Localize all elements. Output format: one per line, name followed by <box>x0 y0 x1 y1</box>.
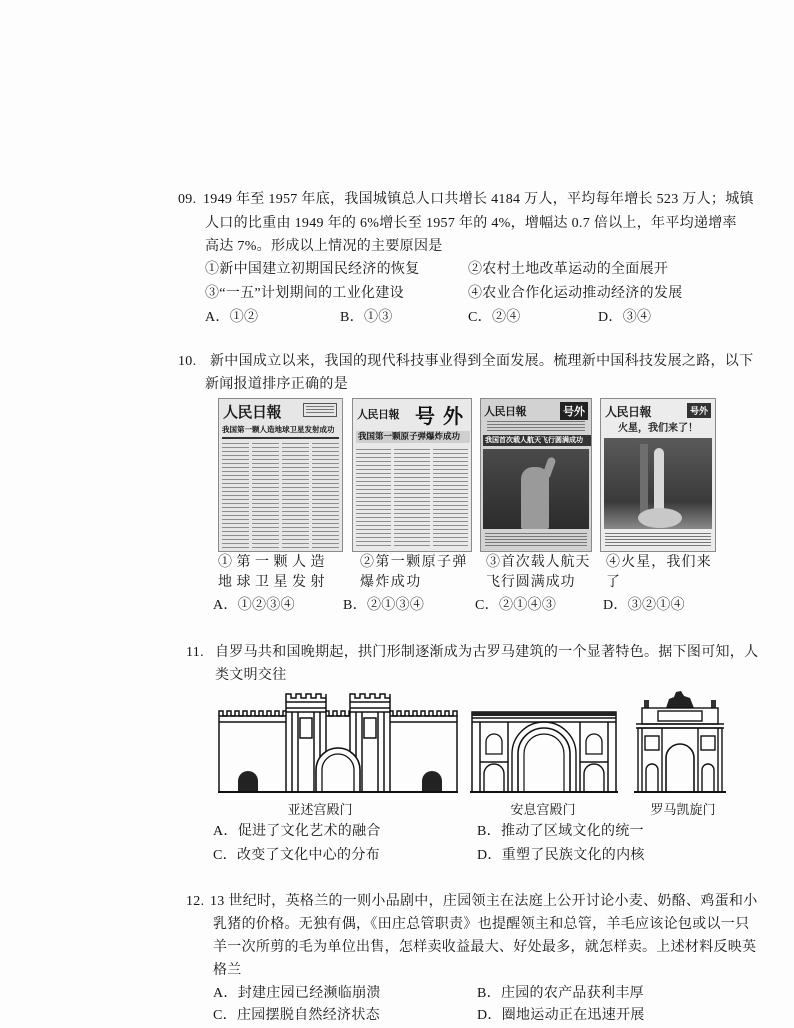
question-stem-line: 新闻报道排序正确的是 <box>205 377 348 392</box>
question-stem-line: 1949 年至 1957 年底，我国城镇总人口共增长 4184 万人，平均每年增长 523 万人；城镇 <box>203 192 754 207</box>
newspaper-headline: 我国首次载人航天飞行圆满成功 <box>483 435 591 446</box>
answer-option-c: C．②①④③ <box>475 598 557 613</box>
answer-option-c: C．庄园摆脱自然经济状态 <box>213 1008 380 1023</box>
figure-caption: ③首次载人航天 <box>486 555 591 570</box>
answer-option-b: B．庄园的农产品获利丰厚 <box>477 986 644 1001</box>
astronaut-photo <box>483 449 589 529</box>
figure-caption: 爆炸成功 <box>360 575 422 590</box>
right-arched-door <box>584 764 604 792</box>
newsprint-column <box>222 443 249 548</box>
newspaper-satellite-launch-image <box>218 398 343 552</box>
newsprint-column <box>356 449 391 548</box>
answer-option-c: C．改变了文化中心的分布 <box>213 848 380 863</box>
quadriga-statue <box>666 691 694 708</box>
outer-arch <box>512 722 576 792</box>
figure-caption: 飞行圆满成功 <box>486 575 576 590</box>
launch-smoke <box>638 508 682 528</box>
question-stem-line: 人口的比重由 1949 年的 6%增长至 1957 年的 4%，增幅达 0.7 倍以上，年平均递增率 <box>205 216 737 231</box>
roman-triumphal-arch-drawing <box>634 690 726 796</box>
extra-edition-label: 号外 <box>687 403 711 418</box>
newsprint-column <box>282 443 309 548</box>
question-number: 12. <box>186 894 205 909</box>
question-number: 11. <box>186 645 204 660</box>
inner-arch <box>524 734 564 792</box>
answer-option-d: D．③②①④ <box>603 598 685 613</box>
answer-option-a: A．①②③④ <box>213 598 295 613</box>
left-arched-door <box>484 764 504 792</box>
newspaper-masthead: 人民日報 <box>605 405 652 419</box>
answer-option-d: D．重塑了民族文化的内核 <box>477 848 645 863</box>
figure-caption: ①第一颗人造 <box>218 555 329 570</box>
newspaper-headline: 我国第一颗人造地球卫星发射成功 <box>222 425 339 439</box>
question-stem-line: 乳猪的价格。无独有偶，《田庄总管职责》也提醒领主和总管，羊毛应该论包或以一只 <box>213 917 750 932</box>
statement-item: ①新中国建立初期国民经济的恢复 <box>205 262 420 277</box>
rocket-launch-photo <box>604 438 712 529</box>
question-number: 09. <box>178 192 197 207</box>
question-stem-line: 高达 7%。形成以上情况的主要原因是 <box>205 239 443 254</box>
palace-facade <box>472 712 616 792</box>
newspaper-subheading <box>487 421 585 432</box>
question-stem-line: 类文明交往 <box>215 668 287 683</box>
extra-edition-label: 号外 <box>560 402 588 420</box>
newspaper-body-text <box>222 443 339 548</box>
waving-arm <box>541 456 556 479</box>
left-arched-window <box>486 734 502 754</box>
central-arch <box>666 744 694 792</box>
newspaper-atomic-bomb-image <box>352 398 472 552</box>
statement-item: ④农业合作化运动推动经济的发展 <box>468 286 683 301</box>
question-stem-line: 新中国成立以来，我国的现代科技事业得到全面发展。梳理新中国科技发展之路，以下 <box>210 354 754 369</box>
right-side-arch <box>702 764 714 792</box>
question-stem-line: 羊一次所剪的毛为单位出售，怎样卖收益最大、好处最多，就怎样卖。上述材料反映英 <box>213 940 757 955</box>
arch-body <box>636 724 724 792</box>
newsprint-column <box>433 449 468 548</box>
question-stem-line: 自罗马共和国晚期起，拱门形制逐渐成为古罗马建筑的一个显著特色。据下图可知，人 <box>215 645 759 660</box>
answer-option-c: C．②④ <box>468 310 521 325</box>
newspaper-body-text <box>485 533 587 548</box>
newspaper-masthead: 人民日報 <box>484 405 526 418</box>
figure-caption: 了 <box>606 575 622 590</box>
launch-tower <box>640 444 648 514</box>
figure-caption: ④火星，我们来 <box>606 555 712 570</box>
newsprint-column <box>394 449 429 548</box>
answer-option-d: D．③④ <box>598 310 652 325</box>
arch-attic <box>642 708 718 724</box>
newspaper-body-text <box>356 449 468 548</box>
newspaper-crewed-spaceflight-image <box>480 398 592 552</box>
answer-option-b: B．①③ <box>340 310 393 325</box>
figure-caption: 亚述宫殿门 <box>287 802 353 817</box>
newspaper-mars-landing-image <box>600 398 716 552</box>
question-number: 10. <box>178 354 197 369</box>
newsprint-column <box>312 443 339 548</box>
figure-caption: 罗马凯旋门 <box>650 802 716 817</box>
newspaper-masthead: 人民日報 <box>357 408 399 421</box>
figure-caption: ②第一颗原子弹 <box>360 555 468 570</box>
answer-option-b: B．推动了区域文化的统一 <box>477 824 644 839</box>
extra-edition-label: 号外 <box>415 404 471 428</box>
figure-caption: 地球卫星发射 <box>218 575 329 590</box>
rocket-icon <box>654 448 664 512</box>
left-side-arch <box>646 764 658 792</box>
left-side-doorway <box>238 771 258 792</box>
left-corner-statue <box>644 700 649 708</box>
newspaper-date-box <box>303 403 337 417</box>
question-stem-line: 格兰 <box>213 963 242 978</box>
statement-item: ②农村土地改革运动的全面展开 <box>468 262 669 277</box>
statement-item: ③“一五”计划期间的工业化建设 <box>205 286 404 301</box>
figure-caption: 安息宫殿门 <box>510 802 576 817</box>
newsprint-column <box>252 443 279 548</box>
answer-option-b: B．②①③④ <box>343 598 425 613</box>
newspaper-body-text <box>605 533 711 548</box>
answer-option-d: D．圈地运动正在迅速开展 <box>477 1008 645 1023</box>
newspaper-headline: 我国第一颗原子弹爆炸成功 <box>356 431 470 443</box>
right-corner-statue <box>711 700 716 708</box>
answer-option-a: A．促进了文化艺术的融合 <box>213 824 381 839</box>
parthian-palace-gate-drawing <box>470 690 618 796</box>
right-side-doorway <box>422 771 442 792</box>
central-arch <box>518 728 570 792</box>
assyrian-palace-gate-drawing <box>218 690 458 796</box>
cornice-band <box>472 712 616 716</box>
date-box-text <box>306 406 334 414</box>
question-stem-line: 13 世纪时，英格兰的一则小品剧中，庄园领主在法庭上公开讨论小麦、奶酪、鸡蛋和小 <box>210 894 758 909</box>
answer-option-a: A．封建庄园已经濒临崩溃 <box>213 986 381 1001</box>
newspaper-headline: 火星，我们来了！ <box>618 423 698 434</box>
newspaper-masthead: 人民日報 <box>223 403 282 421</box>
right-arched-window <box>586 734 602 754</box>
answer-option-a: A．①② <box>205 310 259 325</box>
